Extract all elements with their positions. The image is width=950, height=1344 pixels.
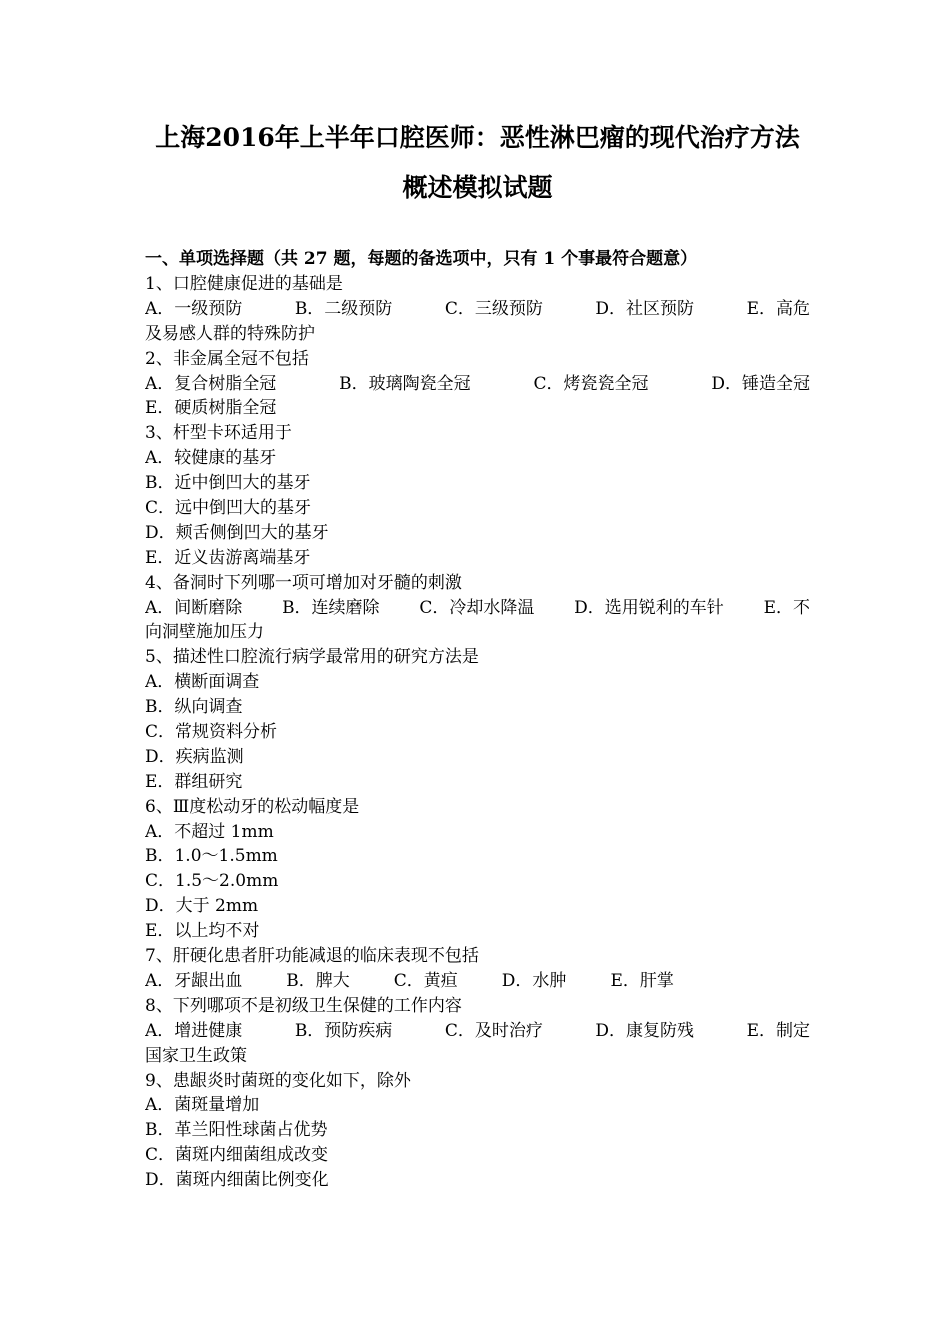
option: C．常规资料分析 [145, 722, 278, 743]
option: C．1.5～2.0mm [145, 871, 279, 892]
question-stem: 1、口腔健康促进的基础是 [145, 274, 343, 294]
option: C．三级预防 [444, 298, 543, 319]
option: C．及时治疗 [444, 1020, 543, 1041]
option: E．制定 [746, 1020, 810, 1041]
question-stem: 4、备洞时下列哪一项可增加对牙髓的刺激 [145, 572, 462, 593]
options-row [145, 372, 810, 397]
options-row [145, 596, 810, 621]
option-continuation: 及易感人群的特殊防护 [145, 323, 315, 344]
option: C．菌斑内细菌组成改变 [145, 1145, 329, 1166]
option: A．复合树脂全冠 [145, 373, 277, 394]
option: A．不超过 1mm [145, 821, 274, 842]
option: C．冷却水降温 [419, 597, 535, 618]
question-list [145, 272, 810, 1193]
question-stem: 8、下列哪项不是初级卫生保健的工作内容 [145, 995, 462, 1016]
option: B．1.0～1.5mm [145, 846, 278, 867]
option: D．大于 2mm [145, 896, 259, 917]
question-stem: 3、杆型卡环适用于 [145, 423, 292, 444]
option: D．颊舌侧倒凹大的基牙 [145, 522, 329, 543]
option: C．烤瓷瓷全冠 [533, 373, 649, 394]
option: E．近义齿游离端基牙 [145, 547, 311, 568]
option: E．肝掌 [610, 970, 674, 991]
option: D．选用锐利的车针 [574, 597, 724, 618]
question-stem: 6、Ⅲ度松动牙的松动幅度是 [145, 796, 360, 817]
option: B．近中倒凹大的基牙 [145, 473, 311, 494]
option: A．牙龈出血 [145, 970, 243, 991]
option: D．康复防残 [595, 1020, 695, 1041]
option: B．预防疾病 [294, 1020, 393, 1041]
option-continuation: 国家卫生政策 [145, 1045, 247, 1066]
question-stem: 5、描述性口腔流行病学最常用的研究方法是 [145, 647, 479, 668]
options-row [145, 1019, 810, 1044]
option: A．横断面调查 [145, 672, 260, 693]
question-stem: 2、非金属全冠不包括 [145, 348, 309, 369]
options-row [145, 969, 810, 994]
option-continuation: E．硬质树脂全冠 [145, 398, 277, 419]
option: E．不 [763, 597, 810, 618]
option: B．玻璃陶瓷全冠 [339, 373, 471, 394]
option: D．菌斑内细菌比例变化 [145, 1170, 329, 1191]
option: A．较健康的基牙 [145, 448, 277, 469]
document-title-line-1: 上海2016年上半年口腔医师：恶性淋巴瘤的现代治疗方法 [155, 123, 800, 152]
option: A．间断磨除 [145, 597, 243, 618]
option: D．锤造全冠 [711, 373, 810, 394]
option: C．远中倒凹大的基牙 [145, 498, 312, 519]
option-continuation: 向洞壁施加压力 [145, 622, 264, 643]
options-row [145, 297, 810, 322]
option: E．以上均不对 [145, 921, 260, 942]
option: B．连续磨除 [282, 597, 380, 618]
option: B．二级预防 [294, 298, 393, 319]
section-heading: 一、单项选择题（共 27 题，每题的备选项中，只有 1 个事最符合题意） [145, 249, 698, 269]
option: C．黄疸 [393, 970, 458, 991]
document-title-line-2: 概述模拟试题 [402, 173, 553, 202]
option: E．群组研究 [145, 771, 243, 792]
option: E．高危 [746, 298, 810, 319]
question-stem: 9、患龈炎时菌斑的变化如下，除外 [145, 1070, 411, 1091]
option: D．社区预防 [595, 298, 695, 319]
option: B．革兰阳性球菌占优势 [145, 1120, 328, 1141]
question-stem: 7、肝硬化患者肝功能减退的临床表现不包括 [145, 946, 479, 967]
option: A．一级预防 [145, 298, 243, 319]
option: A．菌斑量增加 [145, 1095, 260, 1116]
option: D．水肿 [501, 970, 567, 991]
option: B．纵向调查 [145, 697, 243, 718]
option: D．疾病监测 [145, 746, 244, 767]
option: B．脾大 [286, 970, 350, 991]
option: A．增进健康 [145, 1020, 243, 1041]
